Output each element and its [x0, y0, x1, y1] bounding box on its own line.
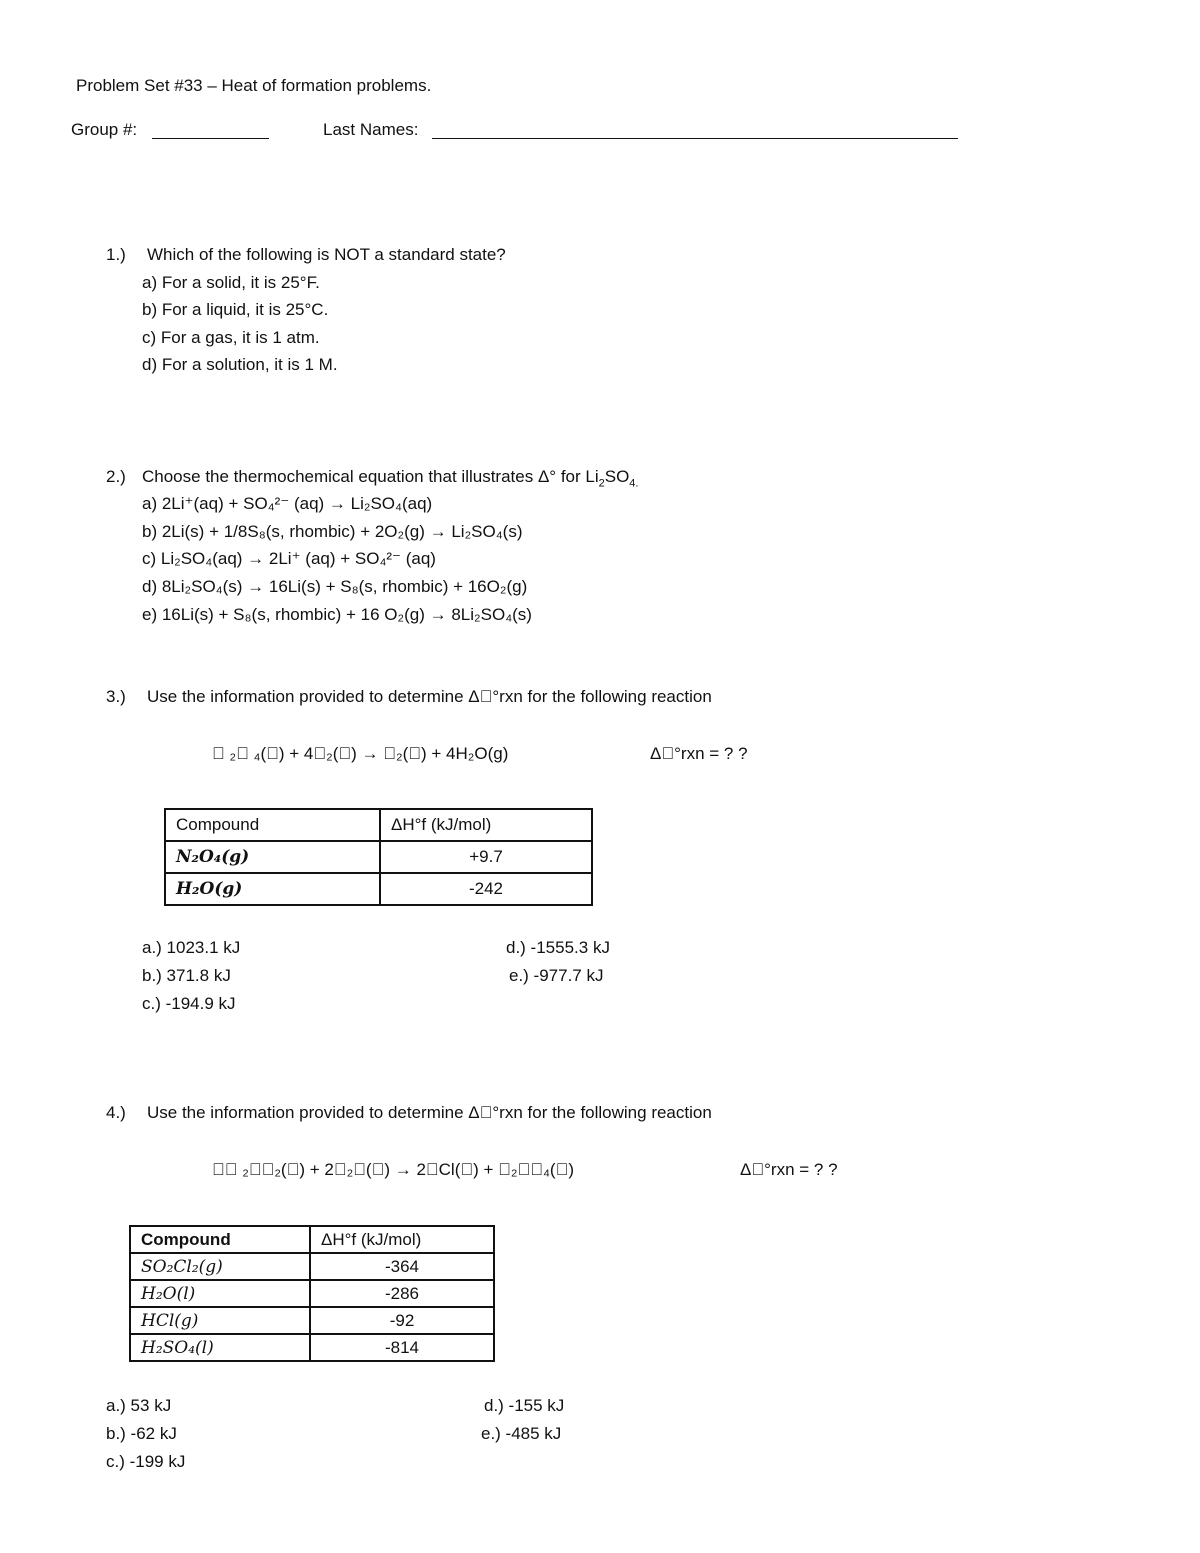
q3-equation: 􏰁 ₂􏰂 ₄(􏰃) + 4􏰄₂(􏰃) → 􏰁₂(􏰃) + 4H₂O(g) [212, 744, 509, 763]
q2-option-a: a) 2Li⁺(aq) + SO₄²⁻ (aq) → Li₂SO₄(aq) [142, 494, 433, 513]
names-blank[interactable] [432, 138, 958, 139]
table-cell-compound: SO₂Cl₂(g) [130, 1253, 310, 1280]
q4-answer-d: d.) -155 kJ [484, 1396, 565, 1415]
table-cell-value: -242 [380, 873, 592, 905]
table-row [130, 1253, 494, 1280]
table-cell-value: -364 [310, 1253, 494, 1280]
table-row [130, 1280, 494, 1307]
table-cell-value: -92 [310, 1307, 494, 1334]
table-row [165, 841, 592, 873]
q2-question [142, 467, 639, 490]
q3-answer-c: c.) -194.9 kJ [142, 994, 236, 1013]
q1-option-d: d) For a solution, it is 1 M. [142, 355, 338, 374]
q2-number: 2.) [106, 467, 126, 486]
table-cell-value: -814 [310, 1334, 494, 1361]
table-cell-compound: HCl(g) [130, 1307, 310, 1334]
q2-question-sub1: 2 [598, 477, 605, 490]
table-header-row [165, 809, 592, 841]
table-cell-compound: H₂O(l) [130, 1280, 310, 1307]
table-header-enthalpy: ΔH°f (kJ/mol) [380, 809, 592, 841]
q3-question: Use the information provided to determine Δ􏰀°rxn for the following reaction [147, 687, 712, 706]
table-row [130, 1307, 494, 1334]
q4-answer-a: a.) 53 kJ [106, 1396, 172, 1415]
table-cell-compound: H₂O(g) [165, 873, 380, 905]
q2-option-b: b) 2Li(s) + 1/8S₈(s, rhombic) + 2O₂(g) → Li₂SO₄(s) [142, 522, 523, 541]
table-header-compound: Compound [165, 809, 380, 841]
table-header-row [130, 1226, 494, 1253]
q2-option-c: c) Li₂SO₄(aq) → 2Li⁺ (aq) + SO₄²⁻ (aq) [142, 549, 436, 568]
q3-table [164, 808, 593, 906]
table-cell-value: -286 [310, 1280, 494, 1307]
q3-answer-a: a.) 1023.1 kJ [142, 938, 241, 957]
table-cell-value: +9.7 [380, 841, 592, 873]
group-label: Group #: [71, 120, 138, 139]
q1-option-a: a) For a solid, it is 25°F. [142, 273, 320, 292]
q2-option-d: d) 8Li₂SO₄(s) → 16Li(s) + S₈(s, rhombic) + 16O₂(g) [142, 577, 528, 596]
q3-answer-b: b.) 371.8 kJ [142, 966, 231, 985]
q1-option-b: b) For a liquid, it is 25°C. [142, 300, 329, 319]
q4-answer-e: e.) -485 kJ [481, 1424, 562, 1443]
q4-answer-b: b.) -62 kJ [106, 1424, 177, 1443]
q2-question-sub2: 4. [629, 477, 639, 490]
q4-number: 4.) [106, 1103, 126, 1122]
table-cell-compound: H₂SO₄(l) [130, 1334, 310, 1361]
q2-question-pre: Choose the thermochemical equation that illustrates Δ° for Li [142, 467, 599, 486]
q4-delta: Δ􏰀°rxn = ? ? [740, 1160, 838, 1179]
q4-answer-c: c.) -199 kJ [106, 1452, 186, 1471]
page-title: Problem Set #33 – Heat of formation problems. [76, 76, 432, 95]
table-header-compound: Compound [130, 1226, 310, 1253]
q1-option-c: c) For a gas, it is 1 atm. [142, 328, 320, 347]
q3-answer-d: d.) -1555.3 kJ [506, 938, 610, 957]
group-blank[interactable] [152, 138, 269, 139]
q3-delta: Δ􏰀°rxn = ? ? [650, 744, 748, 763]
table-header-enthalpy: ΔH°f (kJ/mol) [310, 1226, 494, 1253]
names-label: Last Names: [323, 120, 419, 139]
q3-answer-e: e.) -977.7 kJ [509, 966, 604, 985]
q4-equation: 􏰅􏰂 ₂􏰆􏰇₂(􏰃) + 2􏰄₂􏰂(􏰇) → 2􏰄Cl(􏰃) + 􏰄₂􏰅􏰂₄(􏰇) [212, 1160, 575, 1179]
table-cell-compound: N₂O₄(g) [165, 841, 380, 873]
q2-question-mid: SO [604, 467, 630, 486]
q4-table [129, 1225, 495, 1362]
table-row [165, 873, 592, 905]
table-row [130, 1334, 494, 1361]
q1-number: 1.) [106, 245, 126, 264]
q1-question: Which of the following is NOT a standard state? [147, 245, 506, 264]
q3-number: 3.) [106, 687, 126, 706]
q4-question: Use the information provided to determine Δ􏰀°rxn for the following reaction [147, 1103, 712, 1122]
q2-option-e: e) 16Li(s) + S₈(s, rhombic) + 16 O₂(g) → 8Li₂SO₄(s) [142, 605, 532, 624]
